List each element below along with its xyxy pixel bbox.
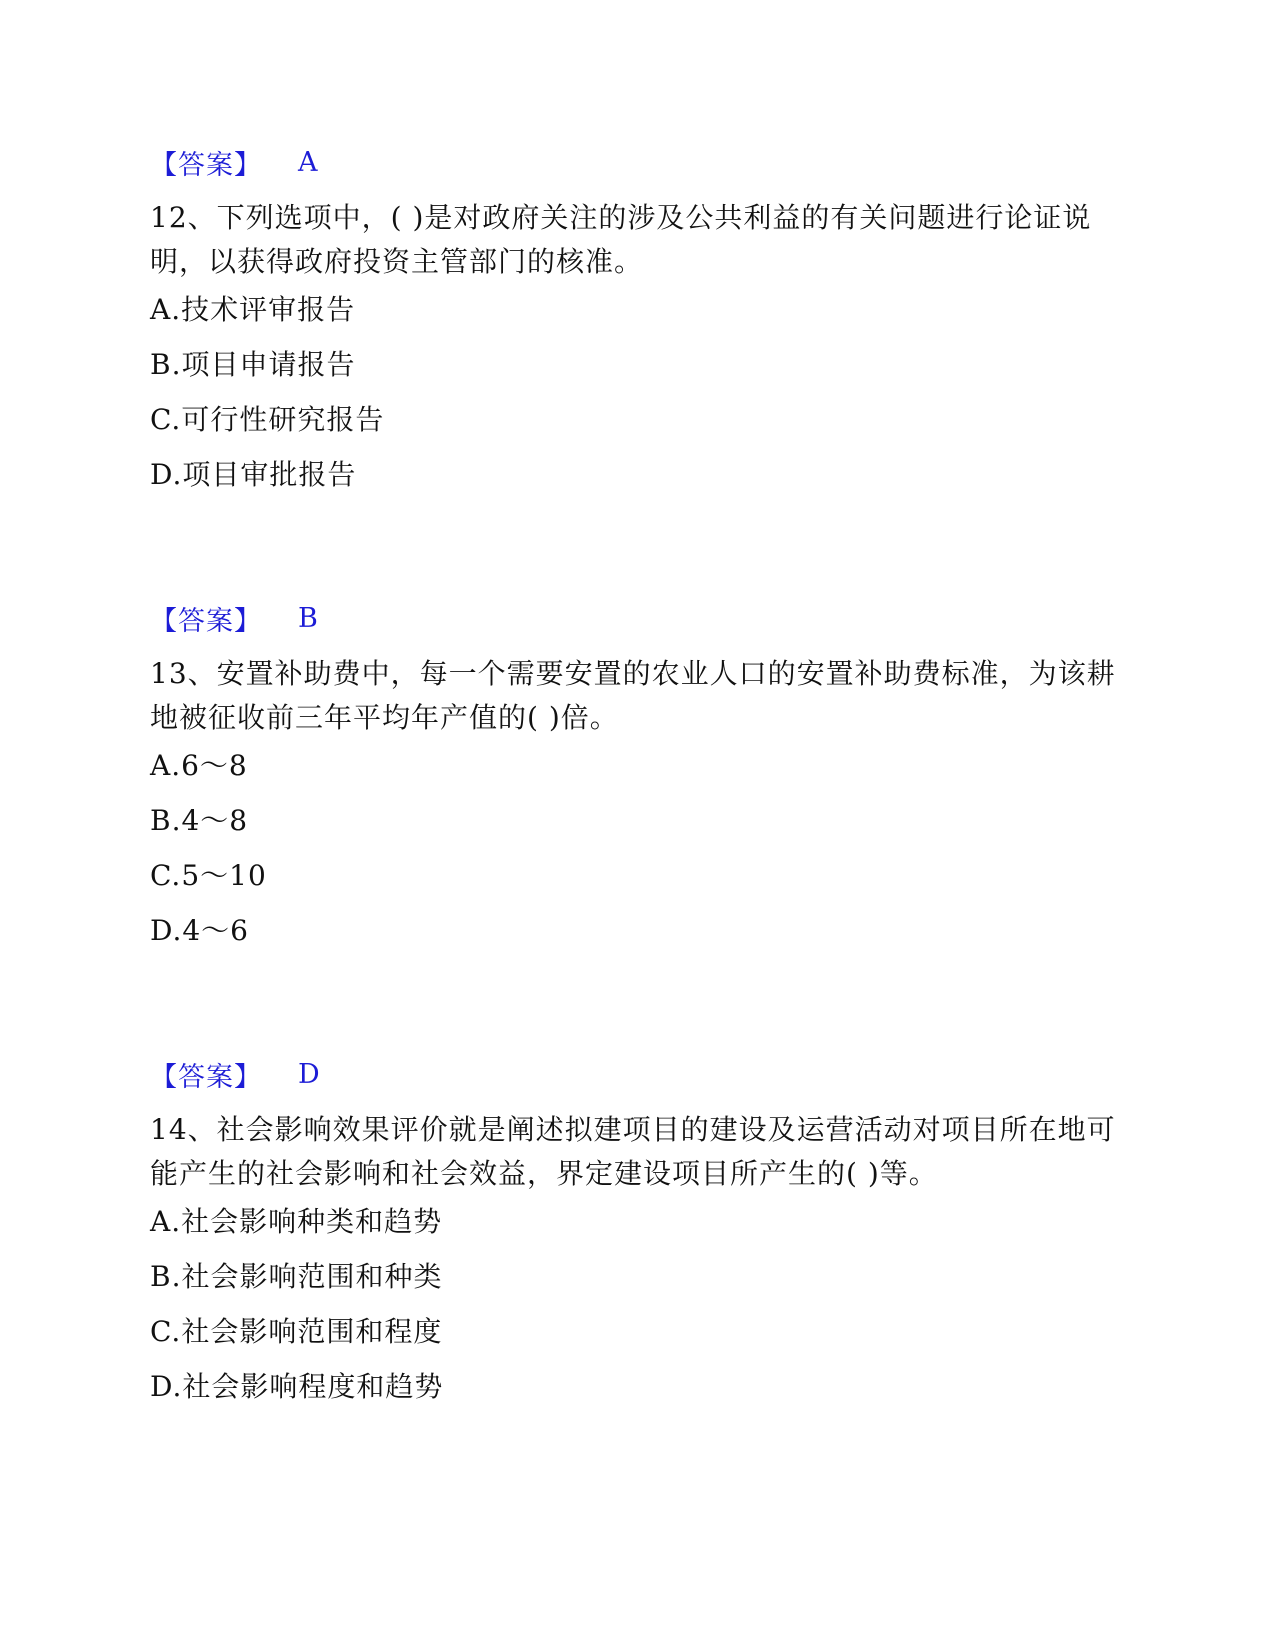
option-c: C.5～10 <box>150 859 267 892</box>
answer-label: 【答案】 <box>150 1061 262 1093</box>
answer-value: D <box>298 1058 320 1090</box>
question-line: 明，以获得政府投资主管部门的核准。 <box>150 245 644 278</box>
question-line: 13、安置补助费中，每一个需要安置的农业人口的安置补助费标准，为该耕 <box>150 657 1116 690</box>
option-a: A.6～8 <box>150 749 248 782</box>
question-13 <box>150 652 1116 740</box>
answer-label: 【答案】 <box>150 605 262 637</box>
option-b: B.4～8 <box>150 804 249 837</box>
option-a: A.技术评审报告 <box>150 293 356 326</box>
question-line: 14、社会影响效果评价就是阐述拟建项目的建设及运营活动对项目所在地可 <box>150 1113 1116 1146</box>
answer-line-2 <box>150 598 318 638</box>
answer-value: B <box>298 602 318 634</box>
question-line: 地被征收前三年平均年产值的( )倍。 <box>150 701 619 734</box>
option-b: B.项目申请报告 <box>150 348 356 381</box>
option-d: D.4～6 <box>150 914 249 947</box>
option-c: C.社会影响范围和程度 <box>150 1315 443 1348</box>
answer-line-1 <box>150 142 318 182</box>
answer-line-3 <box>150 1054 320 1094</box>
option-a: A.社会影响种类和趋势 <box>150 1205 443 1238</box>
question-line: 能产生的社会影响和社会效益，界定建设项目所产生的( )等。 <box>150 1157 938 1190</box>
option-d: D.社会影响程度和趋势 <box>150 1370 444 1403</box>
question-line: 12、下列选项中，( )是对政府关注的涉及公共利益的有关问题进行论证说 <box>150 201 1092 234</box>
option-d: D.项目审批报告 <box>150 458 357 491</box>
answer-label: 【答案】 <box>150 149 262 181</box>
option-b: B.社会影响范围和种类 <box>150 1260 443 1293</box>
question-12 <box>150 196 1100 284</box>
question-14 <box>150 1108 1116 1196</box>
answer-value: A <box>298 146 318 178</box>
option-c: C.可行性研究报告 <box>150 403 385 436</box>
